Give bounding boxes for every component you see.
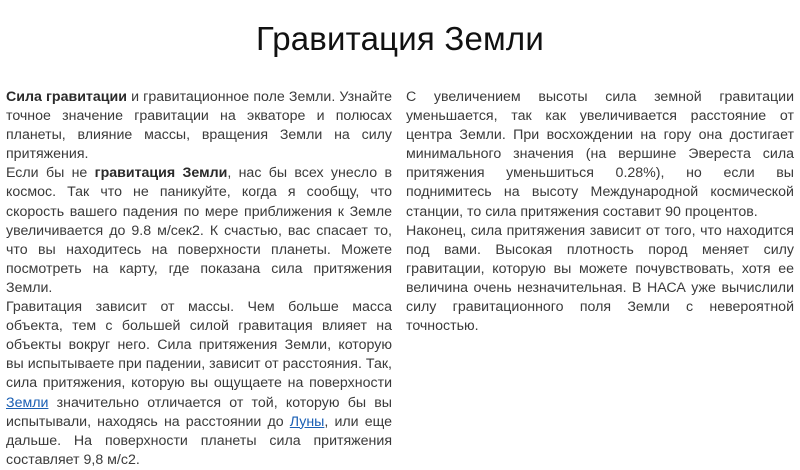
paragraph-mass-dependency <box>6 298 392 470</box>
paragraph-mass-text-3: , или еще дальше. На поверхности планеты сила притяжения составляет 9,8 м/с2. <box>6 413 393 468</box>
paragraph-intro <box>6 88 392 164</box>
page-title: Гравитация Земли <box>255 20 545 57</box>
paragraph-intro-text: и гравитационное поле Земли. Узнайте точное значение гравитации на экваторе и полюсах планеты, влияние массы, вращения Земли на силу притяжения. <box>6 89 393 163</box>
paragraph-altitude: С увеличением высоты сила земной гравитации уменьшается, так как увеличивается расстояние от центра Земли. При восхождении на гору она достигает минимального значения (на вершине Эвереста сила притяжения уменьшиться 0.28%), но если вы поднимитесь на высоту Международной космической станции, то сила притяжения составит 90 процентов. <box>406 89 794 220</box>
bold-term-gravity-force: Сила гравитации <box>6 89 127 105</box>
left-column <box>6 88 392 470</box>
paragraph-without-gravity <box>6 164 392 298</box>
paragraph-mass-text-2: значительно отличается от той, которую бы вы испытывали, находясь на расстоянии до <box>6 394 392 430</box>
paragraph-mass-text-1: Гравитация зависит от массы. Чем больше масса объекта, тем с большей силой гравитация влияет на объекты вокруг него. Сила притяжения Земли, которую вы испытываете при падении, зависит от расстояния. Так, сила притяжения, которую вы ощущаете на поверхности <box>6 299 392 392</box>
paragraph-without-gravity-pre: Если бы не <box>6 165 95 182</box>
bold-term-earth-gravity: гравитация Земли <box>94 165 228 182</box>
paragraph-density: Наконец, сила притяжения зависит от того, что находится под вами. Высокая плотность пород меняет силу гравитации, которую вы можете почувствовать, хотя ее величина очень незначительная. В НАСА уже вычислили силу гравитационного поля Земли с невероятной точностью. <box>406 222 794 335</box>
link-earth[interactable]: Земли <box>6 394 49 411</box>
link-moon[interactable]: Луны <box>289 413 325 430</box>
right-column <box>406 88 794 336</box>
paragraph-without-gravity-post: , нас бы всех унесло в космос. Так что не паникуйте, когда я сообщу, что скорость вашего падения по мере приближения к Земле увеличивается до 9.8 м/сек2. К счастью, вас спасает то, что вы находитесь на поверхности планеты. Можете посмотреть на карту, где показана сила притяжения Земли. <box>6 165 393 296</box>
